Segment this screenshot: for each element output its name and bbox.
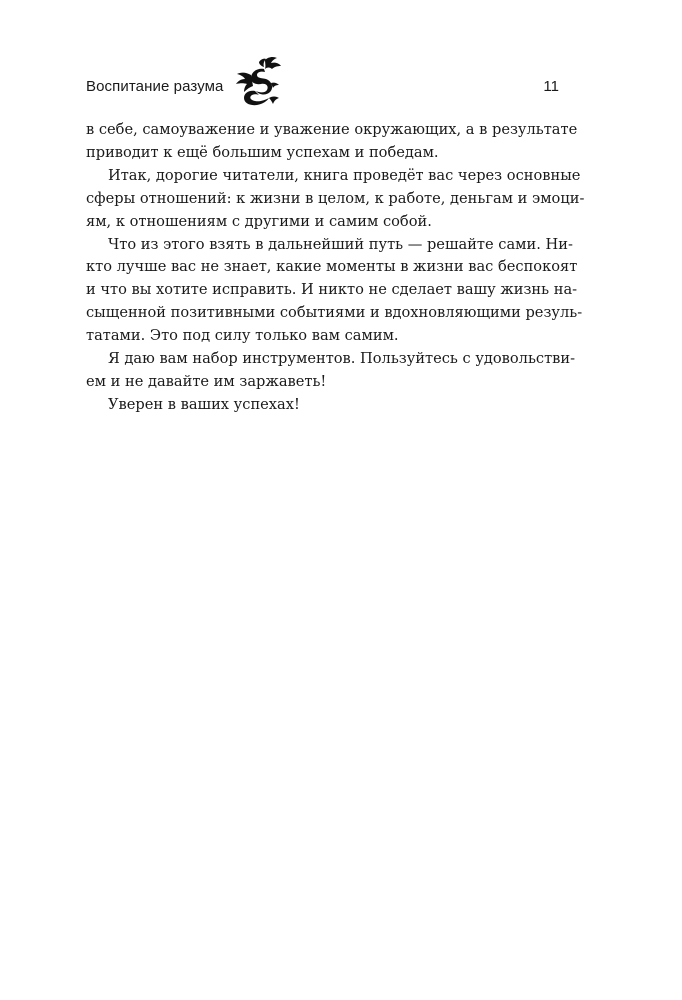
- text-line: и что вы хотите исправить. И никто не сделает вашу жизнь на-: [86, 281, 578, 299]
- paragraph-3: [86, 234, 583, 349]
- body-text: [86, 119, 585, 417]
- text-line: Уверен в ваших успехах!: [108, 395, 300, 413]
- text-line: в себе, самоуважение и уважение окружающих, а в результате: [86, 121, 578, 138]
- page-number: 11: [543, 78, 559, 95]
- text-line: кто лучше вас не знает, какие моменты в жизни вас беспокоят: [86, 258, 578, 276]
- page-header: [86, 72, 559, 112]
- paragraph-5: [86, 394, 560, 417]
- text-line: Я даю вам набор инструментов. Пользуйтесь с удовольстви-: [108, 350, 576, 368]
- text-line: Итак, дорогие читатели, книга проведёт вас через основные: [108, 166, 581, 184]
- text-line: ям, к отношениям с другими и самим собой.: [86, 212, 432, 230]
- text-line: приводит к ещё большим успехам и победам.: [86, 143, 439, 161]
- text-line: сыщенной позитивными событиями и вдохновляющими резуль-: [86, 304, 583, 322]
- text-line: Что из этого взять в дальнейший путь — решайте сами. Ни-: [108, 235, 573, 253]
- text-line: ем и не давайте им заржаветь!: [86, 372, 327, 390]
- paragraph-2: [86, 165, 585, 234]
- text-line: татами. Это под силу только вам самим.: [86, 327, 399, 345]
- paragraph-1: [86, 119, 578, 165]
- dragon-icon: [234, 56, 284, 108]
- running-title: Воспитание разума: [86, 78, 224, 95]
- paragraph-4: [86, 348, 576, 394]
- text-line: сферы отношений: к жизни в целом, к работе, деньгам и эмоци-: [86, 189, 585, 207]
